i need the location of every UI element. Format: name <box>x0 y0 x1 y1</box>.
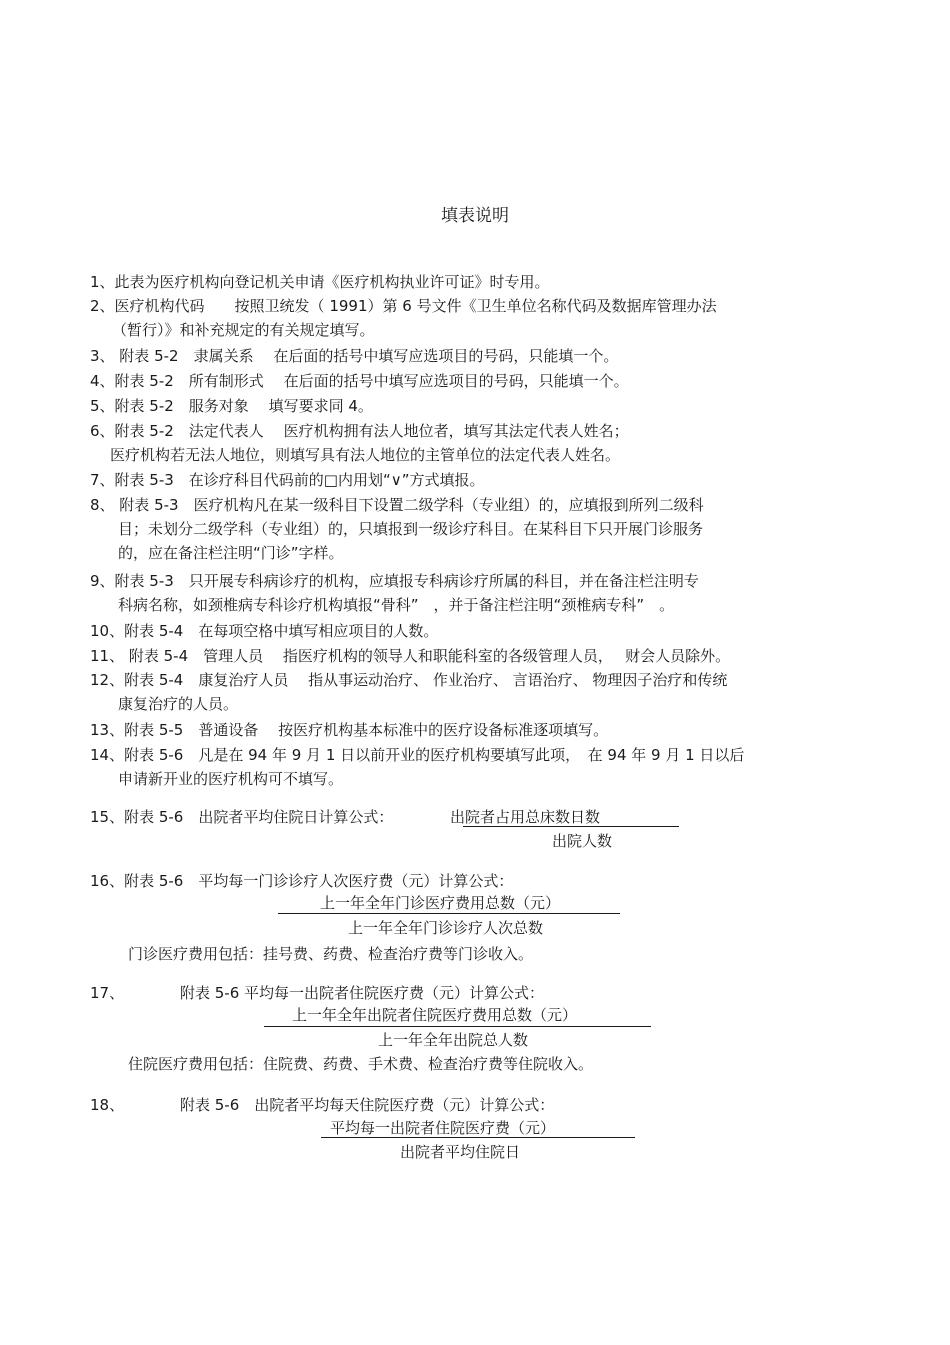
formula-denominator: 上一年全年门诊诊疗人次总数 <box>348 919 544 937</box>
formula-denominator: 出院者平均住院日 <box>400 1143 521 1161</box>
fraction-line <box>278 913 620 914</box>
list-item: 5、附表 5-2 服务对象 填写要求同 4。 <box>90 397 373 415</box>
formula-number: 18、 <box>90 1096 125 1114</box>
list-item: 11、 附表 5-4 管理人员 指医疗机构的领导人和职能科室的各级管理人员， 财会人员除外。 <box>90 647 731 665</box>
list-item-continued: 科病名称，如颈椎病专科诊疗机构填报“骨科” ，并于备注栏注明“颈椎病专科” 。 <box>118 596 675 614</box>
list-item: 3、 附表 5-2 隶属关系 在后面的括号中填写应选项目的号码，只能填一个。 <box>90 347 619 365</box>
formula-note: 门诊医疗费用包括：挂号费、药费、检查治疗费等门诊收入。 <box>128 945 534 963</box>
list-item: 9、附表 5-3 只开展专科病诊疗的机构，应填报专科病诊疗所属的科目，并在备注栏注明专 <box>90 572 699 590</box>
list-item: 4、附表 5-2 所有制形式 在后面的括号中填写应选项目的号码，只能填一个。 <box>90 372 629 390</box>
formula-numerator: 平均每一出院者住院医疗费（元） <box>330 1119 556 1137</box>
fraction-line <box>463 826 679 827</box>
page-title: 填表说明 <box>441 206 509 226</box>
formula-numerator: 上一年全年门诊医疗费用总数（元） <box>320 894 561 912</box>
list-item-continued: 目；未划分二级学科（专业组）的，只填报到一级诊疗科目。在某科目下只开展门诊服务 <box>118 520 704 538</box>
formula-number: 17、 <box>90 984 125 1002</box>
list-item-continued: 康复治疗的人员。 <box>118 695 239 713</box>
list-item: 13、附表 5-5 普通设备 按医疗机构基本标准中的医疗设备标准逐项填写。 <box>90 721 609 739</box>
formula-denominator: 上一年全年出院总人数 <box>378 1031 529 1049</box>
formula-note: 住院医疗费用包括：住院费、药费、手术费、检查治疗费等住院收入。 <box>128 1055 594 1073</box>
list-item-continued: （暂行）》和补充规定的有关规定填写。 <box>112 321 375 339</box>
list-item: 12、附表 5-4 康复治疗人员 指从事运动治疗、 作业治疗、 言语治疗、 物理因子治疗和传统 <box>90 671 728 689</box>
fraction-line <box>321 1137 635 1138</box>
formula-label: 附表 5-6 平均每一出院者住院医疗费（元）计算公式： <box>180 984 545 1002</box>
formula-label: 15、附表 5-6 出院者平均住院日计算公式： <box>90 808 394 826</box>
list-item: 2、医疗机构代码 按照卫统发（ 1991）第 6 号文件《卫生单位名称代码及数据库管理办法 <box>90 297 717 315</box>
list-item: 8、 附表 5-3 医疗机构凡在某一级科目下设置二级学科（专业组）的，应填报到所列二级科 <box>90 496 704 514</box>
formula-denominator: 出院人数 <box>552 832 613 850</box>
formula-numerator: 上一年全年出院者住院医疗费用总数（元） <box>292 1006 578 1024</box>
formula-label: 附表 5-6 出院者平均每天住院医疗费（元）计算公式： <box>180 1096 555 1114</box>
formula-label: 16、附表 5-6 平均每一门诊诊疗人次医疗费（元）计算公式： <box>90 872 514 890</box>
list-item: 10、附表 5-4 在每项空格中填写相应项目的人数。 <box>90 622 439 640</box>
list-item: 1、此表为医疗机构向登记机关申请《医疗机构执业许可证》时专用。 <box>90 273 550 291</box>
list-item-continued: 申请新开业的医疗机构可不填写。 <box>118 770 344 788</box>
list-item-continued: 的，应在备注栏注明“门诊”字样。 <box>118 544 344 562</box>
formula-numerator: 出院者占用总床数日数 <box>450 808 601 826</box>
list-item-continued: 医疗机构若无法人地位，则填写具有法人地位的主管单位的法定代表人姓名。 <box>110 446 621 464</box>
list-item: 6、附表 5-2 法定代表人 医疗机构拥有法人地位者，填写其法定代表人姓名； <box>90 422 629 440</box>
fraction-line <box>264 1026 651 1027</box>
list-item: 7、附表 5-3 在诊疗科目代码前的□内用划“∨”方式填报。 <box>90 471 485 489</box>
list-item: 14、附表 5-6 凡是在 94 年 9 月 1 日以前开业的医疗机构要填写此项， 在 94 年 9 月 1 日以后 <box>90 746 745 764</box>
